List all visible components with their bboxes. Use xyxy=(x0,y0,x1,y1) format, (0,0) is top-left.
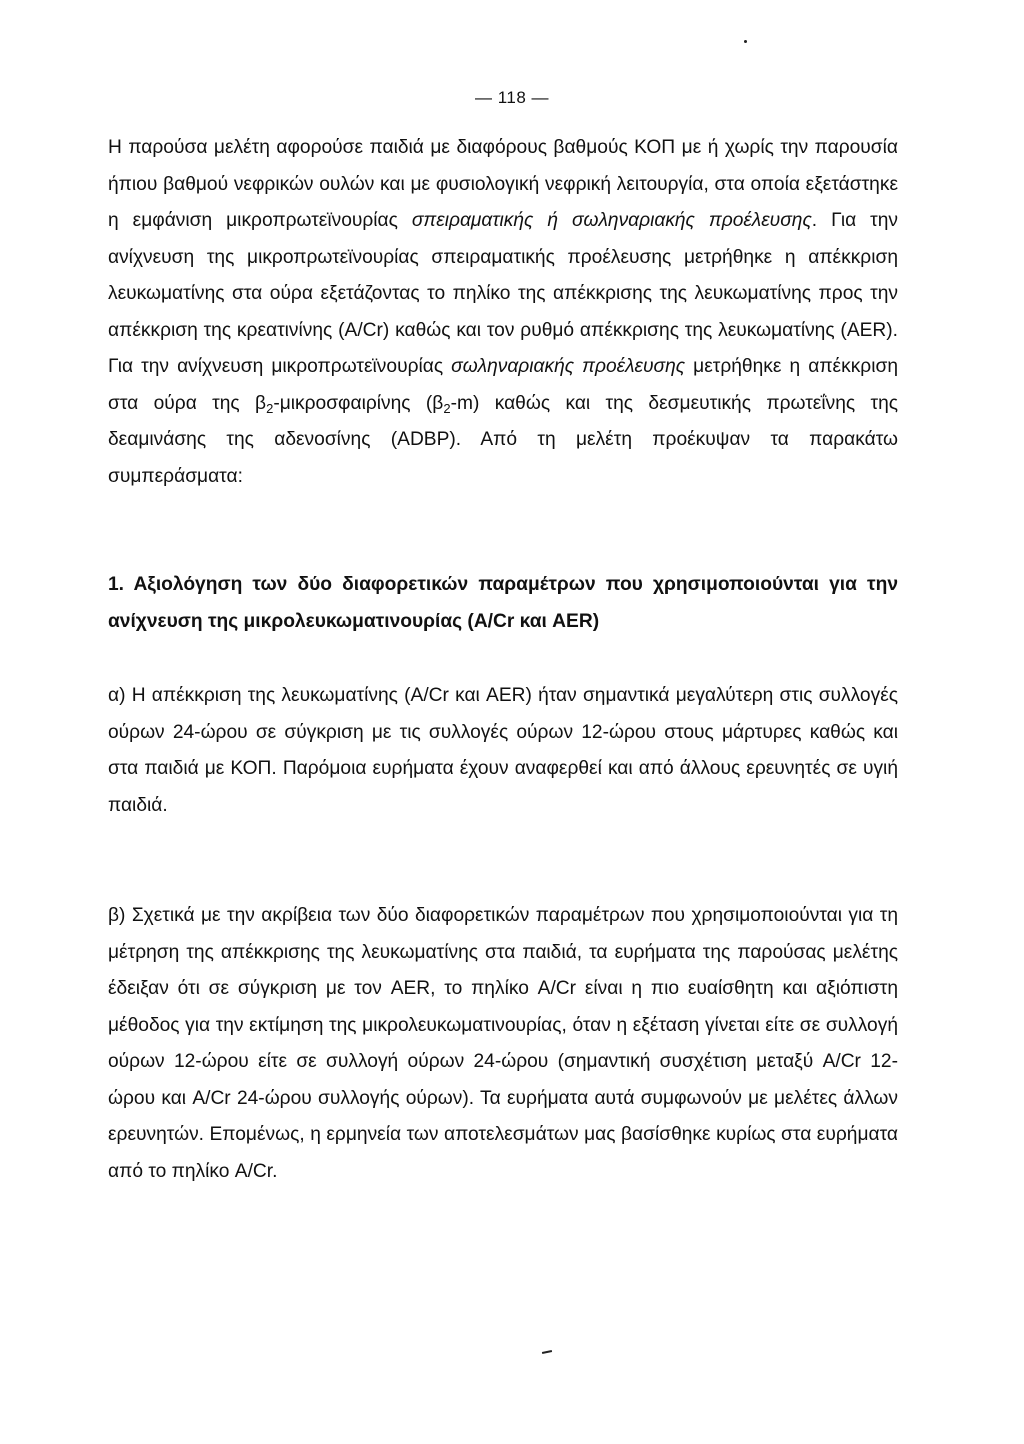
page-number: — 118 — xyxy=(474,88,550,107)
scan-speck xyxy=(744,40,747,43)
paragraph-b: β) Σχετικά με την ακρίβεια των δύο διαφορετικών παραμέτρων που χρησιμοποιούνται για τη μέτρηση της απέκκρισης της λευκωματίνης στα παιδιά, τα ευρήματα της παρούσας μελέτης έδειξαν ότι σε σύγκριση με τον AER, το πηλίκο A/Cr είναι η πιο ευαίσθητη και αξιόπιστη μέθοδος για την εκτίμηση της μικρολευκωματινουρίας, όταν η εξέταση γίνεται είτε σε συλλογή ούρων 12-ώρου είτε σε συλλογή ούρων 24-ώρου (σημαντική συσχέτιση μεταξύ A/Cr 12-ώρου και A/Cr 24-ώρου συλλογής ούρων). Τα ευρήματα αυτά συμφωνούν με μελέτες άλλων ερευνητών. Επομένως, η ερμηνεία των αποτελεσμάτων μας βασίσθηκε κυρίως στα ευρήματα από το πηλίκο A/Cr. xyxy=(108,905,898,1182)
page-body xyxy=(108,130,898,1190)
beta-subscript-1: 2 xyxy=(266,400,274,416)
intro-text-2: . Για την ανίχνευση της μικροπρωτεϊνουρίας σπειραματικής προέλευσης μετρήθηκε η απέκκριση λευκωματίνης στα ούρα εξετάζοντας το πηλίκο της απέκκρισης της λευκωματίνης προς την απέκκριση της κρεατινίνης (A/Cr) καθώς και τον ρυθμό απέκκρισης της λευκωματίνης (AER). Για την ανίχνευση μικροπρωτεϊνουρίας xyxy=(108,210,899,377)
beta-subscript-2: 2 xyxy=(443,400,451,416)
intro-text-3: μετρήθηκε η απέκκριση στα ούρα της β xyxy=(108,356,898,414)
intro-text-4: -μικροσφαιρίνης (β xyxy=(273,392,444,414)
paragraph-a: α) Η απέκκριση της λευκωματίνης (A/Cr και AER) ήταν σημαντικά μεγαλύτερη στις συλλογές ούρων 24-ώρου σε σύγκριση με τις συλλογές ούρων 12-ώρου στους μάρτυρες καθώς και στα παιδιά με ΚΟΠ. Παρόμοια ευρήματα έχουν αναφερθεί και από άλλους ερευνητές σε υγιή παιδιά. xyxy=(108,685,898,816)
intro-italic-1: σπειραματικής ή σωληναριακής προέλευσης xyxy=(411,210,812,231)
section-heading: 1. Αξιολόγηση των δύο διαφορετικών παραμέτρων που χρησιμοποιούνται για την ανίχνευση της μικρολευκωματινουρίας (A/Cr και AER) xyxy=(108,574,898,632)
scan-mark xyxy=(542,1350,552,1354)
intro-text-1: Η παρούσα μελέτη αφορούσε παιδιά με διαφόρους βαθμούς ΚΟΠ με ή χωρίς την παρουσία ήπιου βαθμού νεφρικών ουλών και με φυσιολογική νεφρική λειτουργία, στα οποία εξετάστηκε η εμφάνιση μικροπρωτεϊνουρίας xyxy=(108,137,898,231)
intro-paragraph xyxy=(108,130,898,495)
intro-text-5: -m) καθώς και της δεσμευτικής πρωτεΐνης της δεαμινάσης της αδενοσίνης (ADBP). Από τη μελέτη προέκυψαν τα παρακάτω συμπεράσματα: xyxy=(108,392,898,487)
intro-italic-2: σωληναριακής προέλευσης xyxy=(451,356,686,377)
